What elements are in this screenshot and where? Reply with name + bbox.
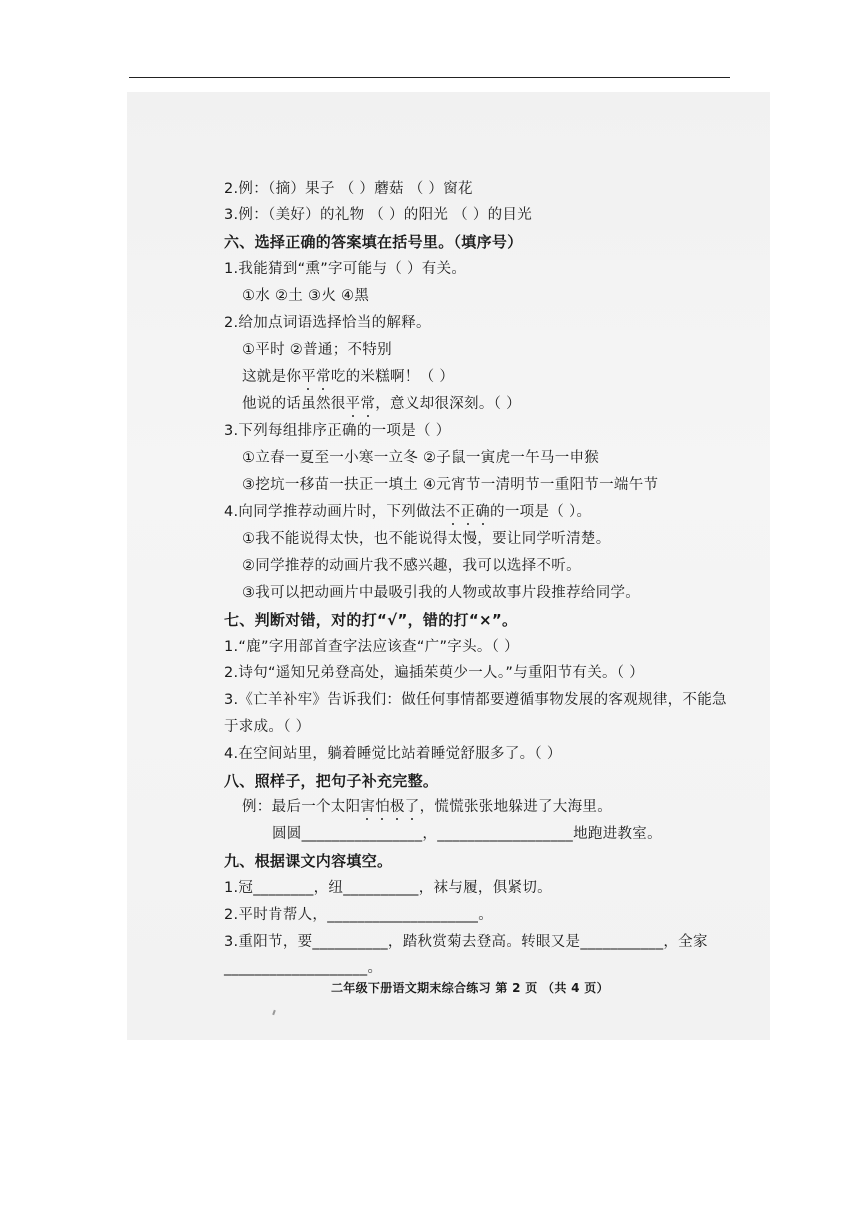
section-6-heading: 六、选择正确的答案填在括号里。（填序号）	[224, 233, 523, 251]
section-7-heading: 七、判断对错，对的打“√”，错的打“×”。	[224, 611, 518, 629]
dotted-word-text: 害怕极了	[360, 799, 420, 815]
q6-item-1-options: ①水 ②土 ③火 ④黑	[242, 288, 370, 304]
dotted-word-text: 平常	[301, 369, 331, 385]
example-part-c: ，慌慌张张地躲进了大海里。	[419, 799, 613, 815]
q7-item-4: 4.在空间站里，躺着睡觉比站着睡觉舒服多了。（ ）	[224, 746, 562, 762]
q8-blank-sentence: 圆圆________________，__________________地跑进教室。	[272, 826, 662, 842]
q7-item-2: 2.诗句“遥知兄弟登高处，遍插茱萸少一人。”与重阳节有关。（ ）	[224, 665, 645, 681]
q6-item-4-option-1: ①我不能说得太快，也不能说得太慢，要让同学听清楚。	[242, 531, 611, 547]
sentence-2-part-a: 他说的话虽然很	[242, 396, 346, 412]
emphasis-dot	[352, 415, 354, 417]
q8-example	[242, 797, 612, 817]
q5-item-3: 3.例：（美好）的礼物 （ ）的阳光 （ ）的目光	[224, 207, 533, 223]
dotted-word-haipajile	[360, 799, 419, 815]
q6-item-3-options-row-1: ①立春一夏至一小寒一立冬 ②子鼠一寅虎一午马一申猴	[242, 450, 600, 466]
q6-item-3: 3.下列每组排序正确的一项是（ ）	[224, 423, 451, 439]
emphasis-dot	[452, 523, 454, 525]
page-footer: 二年级下册语文期末综合练习 第 2 页 （共 4 页）	[331, 981, 609, 995]
dotted-word-pingchang-1	[301, 369, 331, 385]
sentence-1-part-a: 这就是你	[242, 369, 302, 385]
q9-item-1: 1.冠________，纽__________，袜与履，俱紧切。	[224, 880, 552, 896]
q6-item-3-options-row-2: ③挖坑一移苗一扶正一填土 ④元宵节一清明节一重阳节一端午节	[242, 477, 659, 493]
dotted-word-text: 不正确	[445, 504, 491, 520]
q7-item-1: 1.“鹿”字用部首查字法应该查“广”字头。（ ）	[224, 639, 519, 655]
dotted-word-buzhengque	[446, 504, 490, 520]
q6-item-4-option-2: ②同学推荐的动画片我不感兴趣，我可以选择不听。	[242, 558, 581, 574]
section-8-heading: 八、照样子，把句子补充完整。	[224, 772, 439, 790]
q5-item-2: 2.例：（摘）果子 （ ）蘑菇 （ ）窗花	[224, 181, 473, 197]
q7-item-3: 3.《亡羊补牢》告诉我们：做任何事情都要遵循事物发展的客观规律，不能急	[224, 692, 727, 708]
sentence-1-part-c: 吃的米糕啊！（ ）	[330, 369, 455, 385]
q7-item-3-continued: 于求成。（ ）	[224, 719, 311, 735]
sentence-2-part-c: ，意义却很深刻。（ ）	[375, 396, 521, 412]
section-9-heading: 九、根据课文内容填空。	[224, 852, 393, 870]
example-part-a: 例：最后一个太阳	[242, 799, 361, 815]
dotted-word-pingchang-2	[346, 396, 376, 412]
dotted-word-text: 平常	[345, 396, 376, 412]
q6-item-2-options: ①平时 ②普通；不特别	[242, 342, 392, 358]
top-rule	[129, 77, 730, 78]
q6-item-4-option-3: ③我可以把动画片中最吸引我的人物或故事片段推荐给同学。	[242, 585, 641, 601]
q6-item-4-part-c: 的一项是（ ）。	[490, 504, 592, 520]
q6-item-2-sentence-2	[242, 394, 521, 414]
q9-item-3: 3.重阳节，要__________，踏秋赏菊去登高。转眼又是___________，全家	[224, 934, 708, 950]
q6-item-4-part-a: 4.向同学推荐动画片时，下列做法	[224, 504, 446, 520]
q6-item-2: 2.给加点词语选择恰当的解释。	[224, 315, 431, 331]
q6-item-2-sentence-1	[242, 367, 454, 387]
q6-item-4	[224, 502, 591, 522]
q9-item-3-continued: ___________________。	[224, 960, 383, 976]
emphasis-dot	[482, 523, 484, 525]
q9-item-2: 2.平时肯帮人，____________________。	[224, 907, 494, 923]
emphasis-dot	[467, 523, 469, 525]
q6-item-1: 1.我能猜到“熏”字可能与（ ）有关。	[224, 261, 467, 277]
emphasis-dot	[367, 415, 369, 417]
